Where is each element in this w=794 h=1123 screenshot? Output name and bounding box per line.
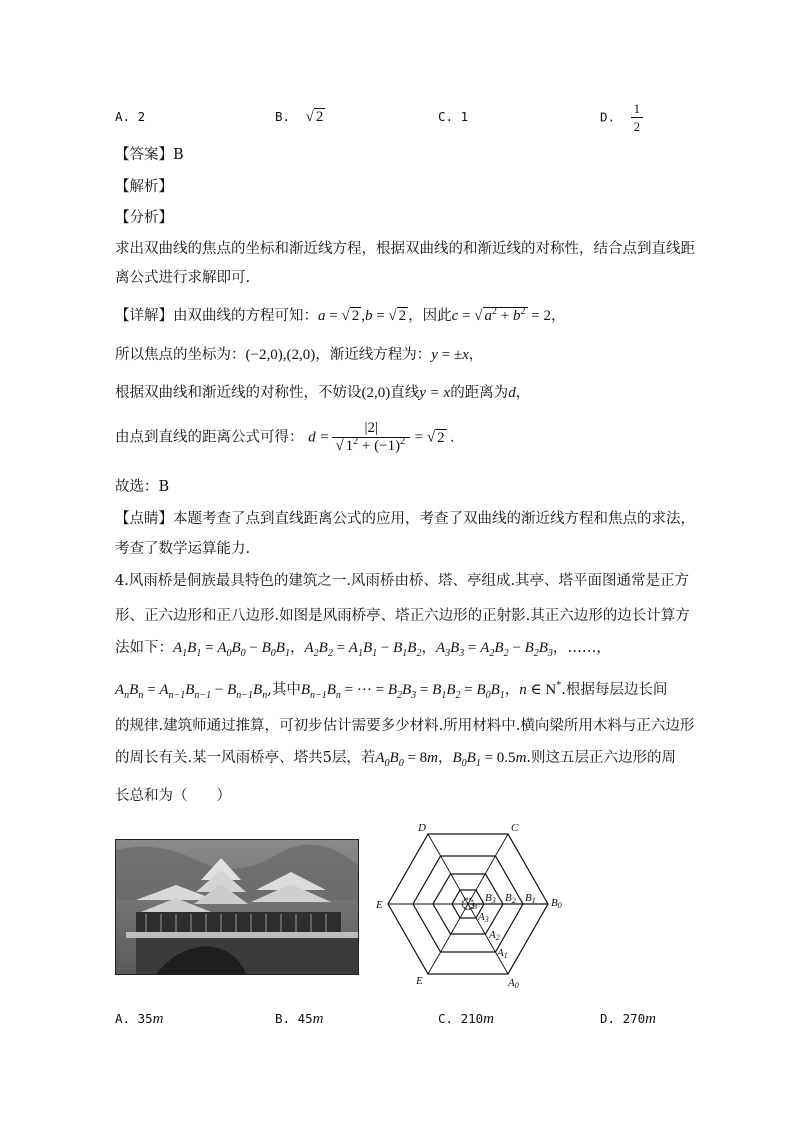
- q4-line-6: 的周长有关.某一风雨桥亭、塔共5层，若$A_0B_0 = 8m$，$B_0B_1 = 0.5m$.则这五层正六边形的周: [115, 750, 677, 769]
- label-B1: B1: [525, 892, 536, 905]
- detail-line-1: 【详解】由双曲线的方程可知：a = √ 2 ,b = √ 2 ，因此c = √ $a^2 + b^2 = 2$，: [115, 306, 566, 324]
- answer-label: 【答案】B: [115, 147, 184, 163]
- choose-line: 故选：B: [115, 479, 170, 495]
- q4-line-4: $A_nB_n = A_{n-1}B_{n-1} - B_{n-1}B_n$,其中$B_{n-1}B_n$ = ··· = $B_2B_3 = B_1B_2 = B_0B_1$，n ∈ N*.根据每层边长间: [115, 680, 668, 701]
- dianjing-line-1: 【点睛】本题考查了点到直线距离公式的应用，考查了双曲线的渐近线方程和焦点的求法，: [115, 511, 695, 527]
- option-b[interactable]: B. 45m: [275, 1011, 324, 1027]
- option-a[interactable]: A. 35m: [115, 1011, 164, 1027]
- analysis-label: 【解析】: [115, 179, 173, 195]
- bridge-photo: [115, 839, 359, 975]
- detail-line-3: 根据双曲线和渐近线的对称性，不妨设(2,0)直线y = x的距离为d，: [115, 385, 531, 401]
- label-B2: B2: [505, 892, 516, 905]
- option-a-prev: A. 2: [115, 109, 146, 124]
- label-B0: B0: [551, 897, 562, 910]
- q4-line-2: 形、正六边形和正八边形.如图是风雨桥亭、塔正六边形的正射影.其正六边形的边长计算方: [115, 608, 690, 624]
- hexagon-diagram: [368, 818, 568, 990]
- fenxi-text-1: 求出双曲线的焦点的坐标和渐近线方程，根据双曲线的和渐近线的对称性，结合点到直线距: [115, 241, 695, 257]
- label-A2: A2: [489, 929, 500, 942]
- detail-line-2: 所以焦点的坐标为：(−2,0),(2,0)，渐近线方程为：y = ±x，: [115, 347, 484, 363]
- dianjing-line-2: 考查了数学运算能力.: [115, 541, 251, 557]
- q4-line-5: 的规律.建筑师通过推算，可初步估计需要多少材料.所用材料中.横向梁所用木料与正六边形: [115, 718, 695, 734]
- option-b-prev: B. √ 2: [275, 109, 324, 125]
- label-A3: A3: [478, 911, 489, 924]
- detail-line-4: 由点到直线的距离公式可得： d = $\frac{|2|}{√ 1^2 + (-1)^2}$ = √ 2 .: [115, 420, 455, 454]
- label-A0: A0: [508, 977, 519, 990]
- label-E: E: [376, 899, 383, 911]
- option-c-prev: C. 1: [438, 109, 469, 124]
- option-d-prev: D. $\frac{1}{2}$: [600, 100, 643, 135]
- label-B3: B3: [485, 892, 496, 905]
- fenxi-label: 【分析】: [115, 210, 173, 226]
- option-d[interactable]: D. 270m: [600, 1011, 656, 1027]
- q4-line-3: 法如下：$A_1B_1 = A_0B_0 - B_0B_1$，$A_2B_2 = A_1B_1 - B_1B_2$，$A_3B_3 = A_2B_2 - B_2B_3$，……，: [115, 640, 611, 659]
- label-A1: A1: [497, 947, 508, 960]
- fenxi-text-2: 离公式进行求解即可.: [115, 270, 251, 286]
- label-E-bottom: E: [416, 975, 423, 987]
- q4-line-7: 长总和为（ ）: [115, 788, 231, 804]
- q4-line-1: 4.风雨桥是侗族最具特色的建筑之一.风雨桥由桥、塔、亭组成.其亭、塔平面图通常是正方: [115, 573, 690, 589]
- option-c[interactable]: C. 210m: [438, 1011, 494, 1027]
- label-O: B: [472, 902, 477, 911]
- label-D: D: [418, 822, 426, 834]
- label-C: C: [511, 822, 519, 834]
